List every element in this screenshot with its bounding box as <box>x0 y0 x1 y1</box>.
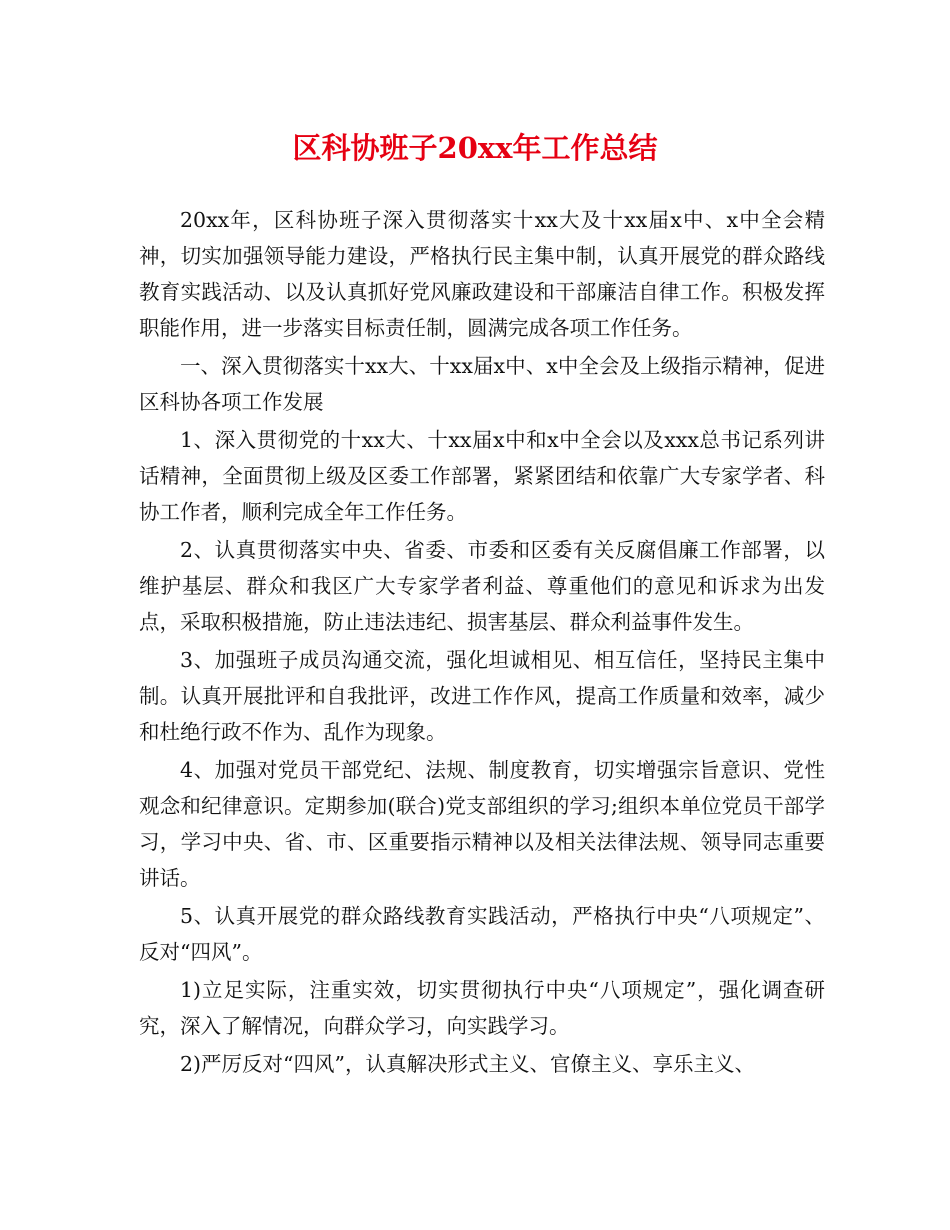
section-heading-1: 一、深入贯彻落实十xx大、十xx届x中、x中全会及上级指示精神，促进区科协各项工作发展 <box>139 354 825 414</box>
paragraph-item-3: 3、加强班子成员沟通交流，强化坦诚相见、相互信任，坚持民主集中制。认真开展批评和自我批评，改进工作作风，提高工作质量和效率，减少和杜绝行政不作为、乱作为现象。 <box>139 648 825 744</box>
paragraph-subitem-1: 1)立足实际，注重实效，切实贯彻执行中央“八项规定”，强化调查研究，深入了解情况，向群众学习，向实践学习。 <box>139 978 825 1038</box>
paragraph-item-1: 1、深入贯彻党的十xx大、十xx届x中和x中全会以及xxx总书记系列讲话精神，全面贯彻上级及区委工作部署，紧紧团结和依靠广大专家学者、科协工作者，顺利完成全年工作任务。 <box>139 428 825 524</box>
paragraph-item-2: 2、认真贯彻落实中央、省委、市委和区委有关反腐倡廉工作部署，以维护基层、群众和我区广大专家学者利益、尊重他们的意见和诉求为出发点，采取积极措施，防止违法违纪、损害基层、群众利益事件发生。 <box>139 538 825 634</box>
paragraph-subitem-2: 2)严厉反对“四风”，认真解决形式主义、官僚主义、享乐主义、 <box>180 1052 755 1076</box>
paragraph-intro: 20xx年，区科协班子深入贯彻落实十xx大及十xx届x中、x中全会精神，切实加强领导能力建设，严格执行民主集中制，认真开展党的群众路线教育实践活动、以及认真抓好党风廉政建设和干部廉洁自律工作。积极发挥职能作用，进一步落实目标责任制，圆满完成各项工作任务。 <box>139 208 825 340</box>
document-title: 区科协班子20xx年工作总结 <box>292 131 658 165</box>
paragraph-item-5: 5、认真开展党的群众路线教育实践活动，严格执行中央“八项规定”、反对“四风”。 <box>139 904 825 964</box>
document-body <box>139 202 825 1084</box>
paragraph-item-4: 4、加强对党员干部党纪、法规、制度教育，切实增强宗旨意识、党性观念和纪律意识。定期参加(联合)党支部组织的学习;组织本单位党员干部学习，学习中央、省、市、区重要指示精神以及相关法律法规、领导同志重要讲话。 <box>139 758 825 890</box>
